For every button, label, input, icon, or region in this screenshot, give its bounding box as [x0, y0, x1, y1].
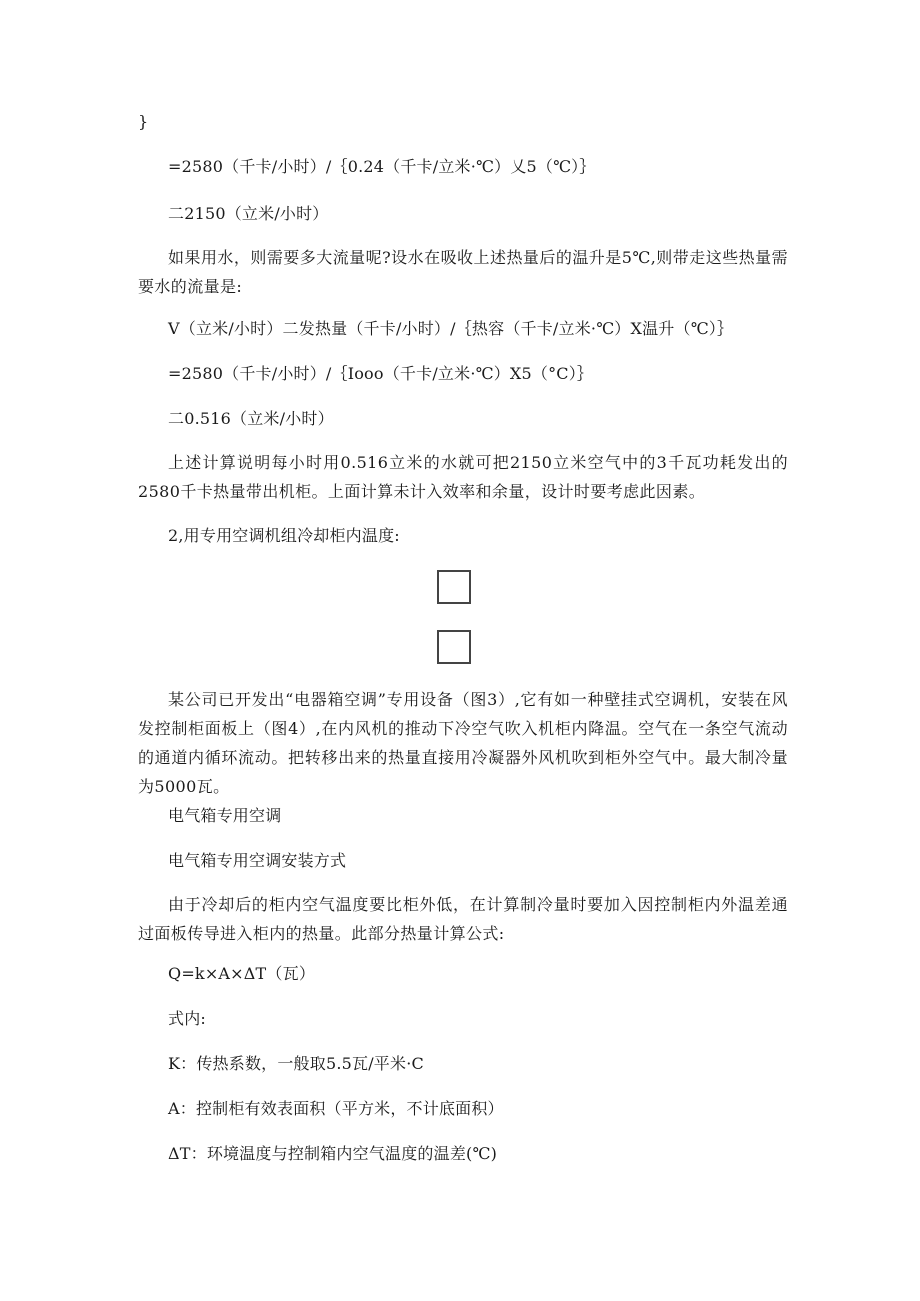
- figure-3-placeholder-image: [437, 570, 471, 604]
- heat-formula: Q=k×A×ΔT（瓦）: [168, 964, 316, 983]
- heat-transfer-intro-paragraph: 由于冷却后的柜内空气温度要比柜外低，在计算制冷量时要加入因控制柜内外温差通过面板传导进入柜内的热量。此部分热量计算公式:: [138, 895, 788, 943]
- water-flow-formula: V（立米/小时）二发热量（千卡/小时）/｛热容（千卡/立米·℃）X温升（℃）｝: [168, 319, 734, 338]
- air-flow-calculation: =2580（千卡/小时）/｛0.24（千卡/立米·℃）乂5（℃）｝: [168, 157, 596, 176]
- definition-k: K：传热系数，一般取5.5瓦/平米·C: [168, 1054, 424, 1073]
- ac-description-paragraph: 某公司已开发出“电器箱空调”专用设备（图3）,它有如一种壁挂式空调机，安装在风发控制柜面板上（图4）,在内风机的推动下冷空气吹入机柜内降温。空气在一条空气流动的通道内循环流动。把转移出来的热量直接用冷凝器外风机吹到柜外空气中。最大制冷量为5000瓦。: [138, 690, 788, 796]
- figure-4-placeholder-image: [437, 630, 471, 664]
- water-flow-intro-paragraph: 如果用水，则需要多大流量呢?设水在吸收上述热量后的温升是5℃,则带走这些热量需要水的流量是:: [138, 248, 788, 296]
- air-flow-result: 二2150（立米/小时）: [168, 204, 329, 223]
- summary-paragraph: 上述计算说明每小时用0.516立米的水就可把2150立米空气中的3千瓦功耗发出的2580千卡热量带出机柜。上面计算未计入效率和余量，设计时要考虑此因素。: [138, 453, 788, 501]
- figure-3-caption: 电气箱专用空调: [168, 806, 282, 825]
- water-flow-calculation: =2580（千卡/小时）/｛Iooo（千卡/立米·℃）X5（°C）｝: [168, 364, 594, 383]
- section-2-heading: 2,用专用空调机组冷却柜内温度:: [168, 526, 400, 545]
- definition-delta-t: ΔT：环境温度与控制箱内空气温度的温差(℃): [168, 1144, 498, 1163]
- definition-a: A：控制柜有效表面积（平方米，不计底面积）: [168, 1099, 504, 1118]
- closing-brace: }: [138, 112, 149, 131]
- figure-4-caption: 电气箱专用空调安装方式: [168, 851, 347, 870]
- where-label: 式内:: [168, 1009, 206, 1028]
- water-flow-result: 二0.516（立米/小时）: [168, 409, 334, 428]
